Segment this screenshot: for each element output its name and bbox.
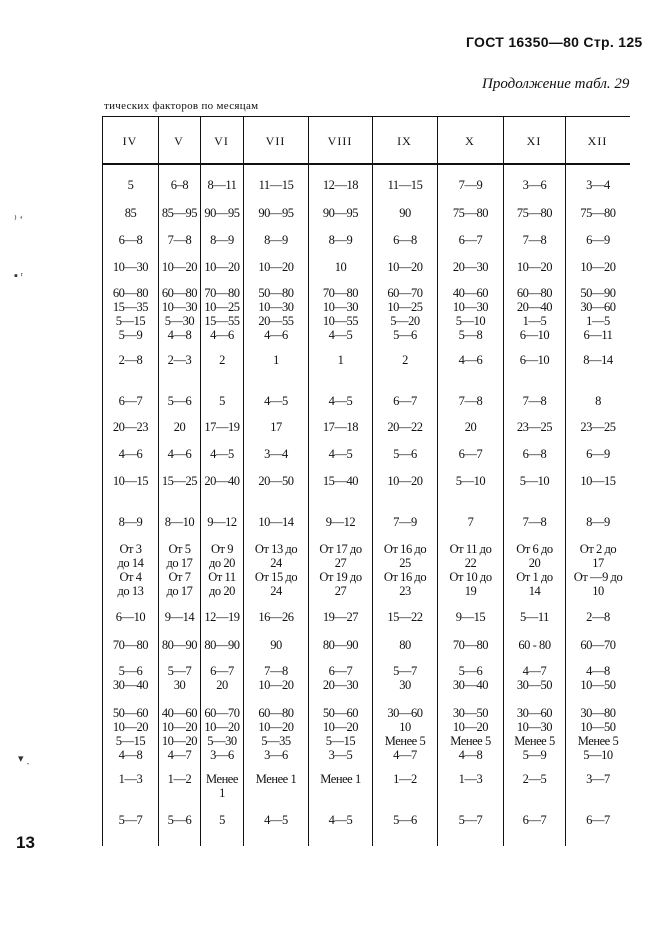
table-cell: 70—80: [112, 638, 149, 652]
table-cell: 5—10: [519, 474, 550, 488]
table-cell: 20—22: [387, 420, 423, 434]
table-continuation-title: Продолжение табл. 29: [482, 76, 630, 92]
table-cell: 4—6: [458, 353, 483, 367]
table-cell: 3—6: [522, 178, 547, 192]
table-cell: 10—20: [387, 260, 423, 274]
table-cell: 8—14: [583, 353, 613, 367]
table-cell: 30—50 10—20 Менее 5 4—8: [450, 706, 491, 762]
table-cell: 3—4: [586, 178, 610, 192]
table-cell: От 11 до 22 От 10 до 19: [449, 542, 492, 598]
table-cell: 5—7 30: [393, 664, 417, 692]
table-cell: 15—40: [322, 474, 359, 488]
table-cell: 12—19: [204, 610, 240, 624]
table-cell: 5: [219, 394, 225, 408]
table-cell: 20—50: [258, 474, 294, 488]
table-cell: 8—9: [210, 233, 234, 247]
table-cell: 15—22: [387, 610, 423, 624]
table-cell: 10—20: [204, 260, 240, 274]
table-cell: 75—80: [452, 206, 489, 220]
table-cell: 60—70: [580, 638, 616, 652]
table-cell: 20—23: [112, 420, 149, 434]
column-header-v: V: [174, 134, 184, 148]
table-cell: 11—15: [387, 178, 423, 192]
table-cell: 6—7: [118, 394, 143, 408]
table-cell: 6—9: [586, 447, 610, 461]
standard-header: ГОСТ 16350—80 Стр. 125: [466, 34, 643, 50]
table-cell: От 16 до 25 От 16 до 23: [383, 542, 427, 598]
table-cell: 4—5: [328, 394, 353, 408]
header-bottom-rule: [102, 163, 630, 165]
table-cell: 5—7 30: [167, 664, 192, 692]
table-cell: 8—9: [118, 515, 143, 529]
table-cell: 70—80 10—30 10—55 4—5: [322, 286, 359, 342]
table-cell: 60 - 80: [518, 638, 551, 652]
table-caption: тических факторов по месяцам: [104, 100, 259, 112]
table-cell: 5: [127, 178, 134, 192]
table-cell: 60—70 10—25 5—20 5—6: [387, 286, 423, 342]
table-cell: 2: [402, 353, 408, 367]
table-cell: 90—95: [322, 206, 359, 220]
table-cell: 7—8 10—20: [258, 664, 294, 692]
column-header-viii: VIII: [327, 134, 353, 148]
table-top-rule: [102, 116, 630, 117]
table-cell: 30—60 10 Менее 5 4—7: [384, 706, 426, 762]
scan-mark: ⁾ ʻ: [14, 214, 24, 226]
column-header-iv: IV: [122, 134, 138, 148]
table-cell: 4—5: [328, 447, 353, 461]
table-cell: 6—8: [522, 447, 547, 461]
table-cell: 20: [464, 420, 477, 434]
table-cell: 90: [399, 206, 411, 220]
table-cell: 10—14: [258, 515, 294, 529]
table-cell: 5—7: [118, 813, 143, 827]
table-cell: 2—8: [586, 610, 610, 624]
column-header-xi: XI: [526, 134, 542, 148]
scan-mark: ▪ ʳ: [14, 270, 24, 282]
page-number: 13: [16, 833, 35, 852]
table-cell: 5: [219, 813, 225, 827]
table-cell: 4—5: [328, 813, 353, 827]
table-cell: 6—10: [115, 610, 146, 624]
table-cell: 15—25: [161, 474, 198, 488]
scan-mark: ▾ ˎ: [18, 753, 30, 765]
table-cell: 20—30: [452, 260, 489, 274]
table-cell: 10—20: [258, 260, 294, 274]
table-cell: 10—15: [580, 474, 616, 488]
table-cell: 80: [399, 638, 411, 652]
table-cell: 85—95: [161, 206, 198, 220]
table-cell: 17—19: [204, 420, 240, 434]
table-cell: 20—40: [204, 474, 240, 488]
table-cell: 2—5: [522, 772, 547, 786]
table-cell: 4—6: [167, 447, 192, 461]
table-cell: 4—5: [264, 813, 288, 827]
table-cell: 30—60 10—30 Менее 5 5—9: [514, 706, 555, 762]
table-cell: 7—8: [522, 394, 547, 408]
table-cell: 40—60 10—20 10—20 4—7: [161, 706, 198, 762]
table-cell: 60—80 15—35 5—15 5—9: [112, 286, 149, 342]
table-cell: От 17 до 27 От 19 до 27: [319, 542, 362, 598]
table-cell: 8—11: [207, 178, 237, 192]
table-cell: 3—4: [264, 447, 288, 461]
table-cell: 23—25: [516, 420, 553, 434]
table-cell: 5—7: [458, 813, 483, 827]
table-cell: 10—20: [387, 474, 423, 488]
table-cell: 90—95: [204, 206, 240, 220]
table-cell: 6—7: [458, 233, 483, 247]
table-cell: 5—6: [167, 394, 192, 408]
table-cell: 60—80 10—20 5—35 3—6: [258, 706, 294, 762]
table-cell: 1—2: [393, 772, 417, 786]
table-cell: 10—20: [580, 260, 616, 274]
table-cell: 50—60 10—20 5—15 3—5: [322, 706, 359, 762]
table-cell: 60—80 20—40 1—5 6—10: [516, 286, 553, 342]
table-cell: 6–8: [170, 178, 189, 192]
column-header-xii: XII: [587, 134, 608, 148]
table-cell: 5—6: [393, 447, 417, 461]
table-cell: 9—14: [164, 610, 195, 624]
table-cell: 50—90 30—60 1—5 6—11: [580, 286, 616, 342]
table-cell: 80—90: [322, 638, 359, 652]
table-cell: 5—6: [167, 813, 192, 827]
table-cell: 5—11: [520, 610, 549, 624]
table-cell: Менее 1: [320, 772, 361, 786]
column-header-vi: VI: [214, 134, 229, 148]
table-cell: 6—7: [393, 394, 417, 408]
table-cell: 6—7: [586, 813, 610, 827]
table-cell: 16—26: [258, 610, 294, 624]
table-cell: От 9 до 20 От 11 до 20: [208, 542, 236, 598]
table-cell: 85: [124, 206, 137, 220]
table-cell: 90—95: [258, 206, 294, 220]
table-cell: 7: [467, 515, 474, 529]
table-cell: 20: [173, 420, 186, 434]
table-cell: 2—8: [118, 353, 143, 367]
table-cell: 30—80 10—50 Менее 5 5—10: [577, 706, 619, 762]
table-cell: 6—7 20: [210, 664, 234, 692]
table-cell: 1: [337, 353, 344, 367]
table-cell: 10—20: [516, 260, 553, 274]
table-cell: 7—9: [458, 178, 483, 192]
table-cell: От 5 до 17 От 7 до 17: [166, 542, 193, 598]
table-cell: 6—7: [522, 813, 547, 827]
table-cell: 3—7: [586, 772, 610, 786]
table-cell: 5—6 30—40: [112, 664, 149, 692]
table-cell: 70—80: [452, 638, 489, 652]
table-cell: 1—3: [118, 772, 143, 786]
table-cell: 6—8: [393, 233, 417, 247]
monthly-factors-table: [102, 116, 630, 846]
table-cell: 80—90: [204, 638, 240, 652]
table-cell: 5—6: [393, 813, 417, 827]
table-cell: 4—6: [118, 447, 143, 461]
table-cell: 23—25: [580, 420, 616, 434]
table-cell: 8—9: [328, 233, 353, 247]
column-header-vii: VII: [265, 134, 286, 148]
table-cell: 17: [270, 420, 282, 434]
table-cell: 60—80 10—30 5—30 4—8: [161, 286, 198, 342]
table-cell: 80—90: [161, 638, 198, 652]
table-cell: 11—15: [258, 178, 294, 192]
table-cell: 19—27: [322, 610, 359, 624]
table-cell: 4—5: [210, 447, 234, 461]
table-cell: 9—12: [207, 515, 237, 529]
table-cell: 9—12: [325, 515, 356, 529]
table-cell: 2—3: [167, 353, 192, 367]
table-cell: 17—18: [322, 420, 359, 434]
table-cell: 75—80: [580, 206, 616, 220]
table-cell: 4—8 10—50: [580, 664, 616, 692]
table-cell: 10—15: [112, 474, 149, 488]
table-cell: 50—80 10—30 20—55 4—6: [258, 286, 294, 342]
table-cell: 90: [270, 638, 282, 652]
table-cell: 60—70 10—20 5—30 3—6: [204, 706, 240, 762]
table-cell: 6—9: [586, 233, 610, 247]
table-cell: 7—8: [522, 233, 547, 247]
table-cell: 1—3: [458, 772, 483, 786]
table-cell: 7—9: [393, 515, 417, 529]
table-cell: 70—80 10—25 15—55 4—6: [204, 286, 240, 342]
table-cell: Менее 1: [205, 772, 239, 800]
table-cell: Менее 1: [255, 772, 297, 786]
table-cell: 10: [334, 260, 347, 274]
table-cell: 2: [219, 353, 225, 367]
table-cell: 8—9: [264, 233, 288, 247]
table-cell: 8—10: [164, 515, 195, 529]
column-header-x: X: [465, 134, 475, 148]
table-cell: От 13 до 24 От 15 до 24: [254, 542, 298, 598]
table-cell: 7—8: [522, 515, 547, 529]
column-header-ix: IX: [397, 134, 412, 148]
table-cell: От 6 до 20 От 1 до 14: [516, 542, 553, 598]
table-cell: 40—60 10—30 5—10 5—8: [452, 286, 489, 342]
table-cell: 8—9: [586, 515, 610, 529]
table-cell: 5—6 30—40: [452, 664, 489, 692]
table-cell: 7—8: [167, 233, 192, 247]
table-cell: 6—7: [458, 447, 483, 461]
table-cell: 1—2: [167, 772, 192, 786]
table-cell: 6—7 20—30: [322, 664, 359, 692]
table-cell: 6—10: [519, 353, 550, 367]
table-cell: 6—8: [118, 233, 143, 247]
table-cell: 4—7 30—50: [516, 664, 553, 692]
table-cell: 1: [273, 353, 279, 367]
table-cell: 9—15: [455, 610, 486, 624]
table-cell: От 2 до 17 От —9 до 10: [573, 542, 623, 598]
table-cell: 7—8: [458, 394, 483, 408]
table-cell: 50—60 10—20 5—15 4—8: [112, 706, 149, 762]
table-cell: 75—80: [516, 206, 553, 220]
table-cell: 10—20: [161, 260, 198, 274]
table-cell: 8: [595, 394, 601, 408]
table-cell: 10—30: [112, 260, 149, 274]
table-cell: От 3 до 14 От 4 до 13: [117, 542, 144, 598]
table-cell: 5—10: [455, 474, 486, 488]
table-cell: 4—5: [264, 394, 288, 408]
table-cell: 12—18: [322, 178, 359, 192]
